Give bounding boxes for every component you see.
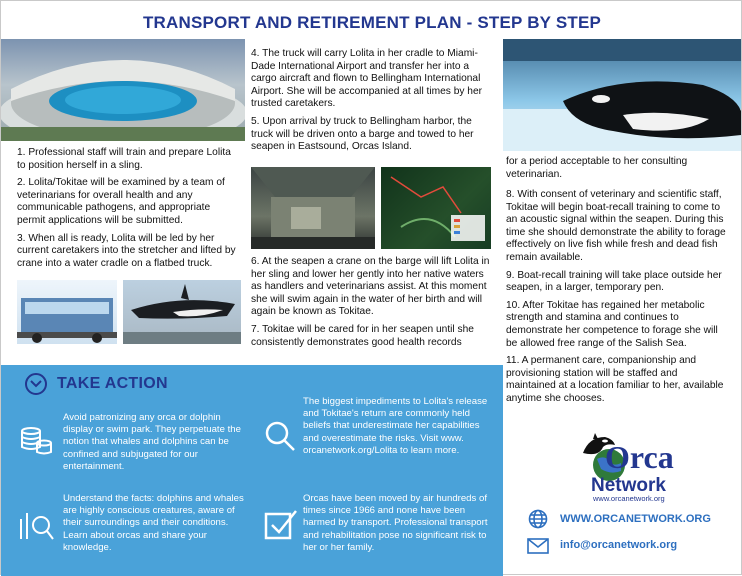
- orca-photo: [503, 39, 741, 151]
- checkbox-icon: [263, 507, 299, 548]
- take-action-panel: [1, 365, 503, 576]
- email-link[interactable]: info@orcanetwork.org: [560, 539, 678, 551]
- orca-sling-photo: [123, 280, 241, 344]
- globe-icon: [528, 509, 548, 534]
- mail-icon: [527, 538, 549, 559]
- steps-column-2b: [251, 256, 493, 354]
- step-9: 9. Boat-recall training will take place outside her seapen, in a larger, temporary pen.: [506, 269, 722, 294]
- step-2: 2. Lolita/Tokitae will be examined by a team of veterinarians for overall health and any communicable pathogens, and appropriate permit applications will be submitted.: [17, 177, 225, 226]
- tip-transport-safety: Orcas have been moved by air hundreds of times since 1966 and none have been harmed by transport. Professional transport and rehabilitation pose no significant risk to her or her family.: [303, 493, 488, 553]
- step-10: 10. After Tokitae has regained her metabolic strength and stamina and continues to demonstrate her competence to forage she will be allowed free range of the Salish Sea.: [506, 299, 718, 349]
- steps-column-3: [506, 189, 730, 411]
- research-icon: [19, 509, 55, 548]
- logo-url: www.orcanetwork.org: [593, 494, 665, 503]
- step-11: 11. A permanent care, companionship and provisioning station will be staffed and maintained at a location familiar to her, available anytime she chooses.: [506, 355, 724, 404]
- take-action-header: [25, 373, 168, 395]
- step-3: 3. When all is ready, Lolita will be led by her current caretakers into the stretcher and lifted by crane into a water cradle on a flatbed truck.: [17, 232, 236, 269]
- logo-orca: Orca: [605, 439, 674, 475]
- step-1: 1. Professional staff will train and prepare Lolita to position herself in a sling.: [17, 147, 231, 171]
- logo-network: Network: [591, 475, 666, 496]
- stadium-photo: [1, 39, 245, 141]
- step-7: 7. Tokitae will be cared for in her seapen until she consistently demonstrates good health records: [251, 323, 474, 348]
- page-title: TRANSPORT AND RETIREMENT PLAN - STEP BY STEP: [142, 13, 602, 32]
- coins-icon: [19, 423, 53, 462]
- website-link[interactable]: WWW.ORCANETWORK.ORG: [560, 513, 711, 525]
- tip-understand-facts: Understand the facts: dolphins and whales are highly conscious creatures, aware of their surroundings and their conditions. Learn about orcas and share your knowledge.: [63, 493, 244, 553]
- chevron-down-icon: [25, 373, 47, 395]
- tip-avoid-parks: Avoid patronizing any orca or dolphin display or swim park. They perpetuate the notion that whales and dolphins can be confined and subjugated for our entertainment.: [63, 412, 241, 472]
- step-5: 5. Upon arrival by truck to Bellingham harbor, the truck will be driven onto a barge and towed to her seapen in Eastsound, Orcas Island.: [251, 115, 474, 153]
- step-6: 6. At the seapen a crane on the barge will lift Lolita in her sling and lower her gently into her native waters as handlers and veterinarians assist. At this moment she will swim again in the water of her birth and will again be known as Tokitae.: [251, 256, 490, 318]
- tip-impediments: The biggest impediments to Lolita's release and Tokitae's return are commonly held beliefs that underestimate her capabilities and overestimate the risks. Visit www. orcanetwork.org/Lolita to learn more.: [303, 396, 488, 456]
- step-4: 4. The truck will carry Lolita in her cradle to Miami-Dade International Airport and transfer her into a cargo aircraft and flown to Bellingham International Airport. She will be accompanied at all times by her trusted caretakers.: [251, 48, 483, 110]
- step-7-continued: for a period acceptable to her consulting veterinarian.: [506, 156, 688, 180]
- magnifier-icon: [263, 419, 297, 458]
- cargo-plane-photo: [251, 167, 375, 249]
- step-8: 8. With consent of veterinary and scientific staff, Tokitae will begin boat-recall training to come to an acoustic signal within the seapen. During this time she should demonstrate the ability to forage effectively on live fish while fresh and dead fish remain available.: [506, 189, 726, 263]
- flatbed-truck-photo: [17, 280, 117, 344]
- route-map: [381, 167, 491, 249]
- take-action-title: TAKE ACTION: [57, 375, 168, 392]
- steps-column-2: [251, 48, 493, 159]
- steps-column-1: [17, 147, 241, 275]
